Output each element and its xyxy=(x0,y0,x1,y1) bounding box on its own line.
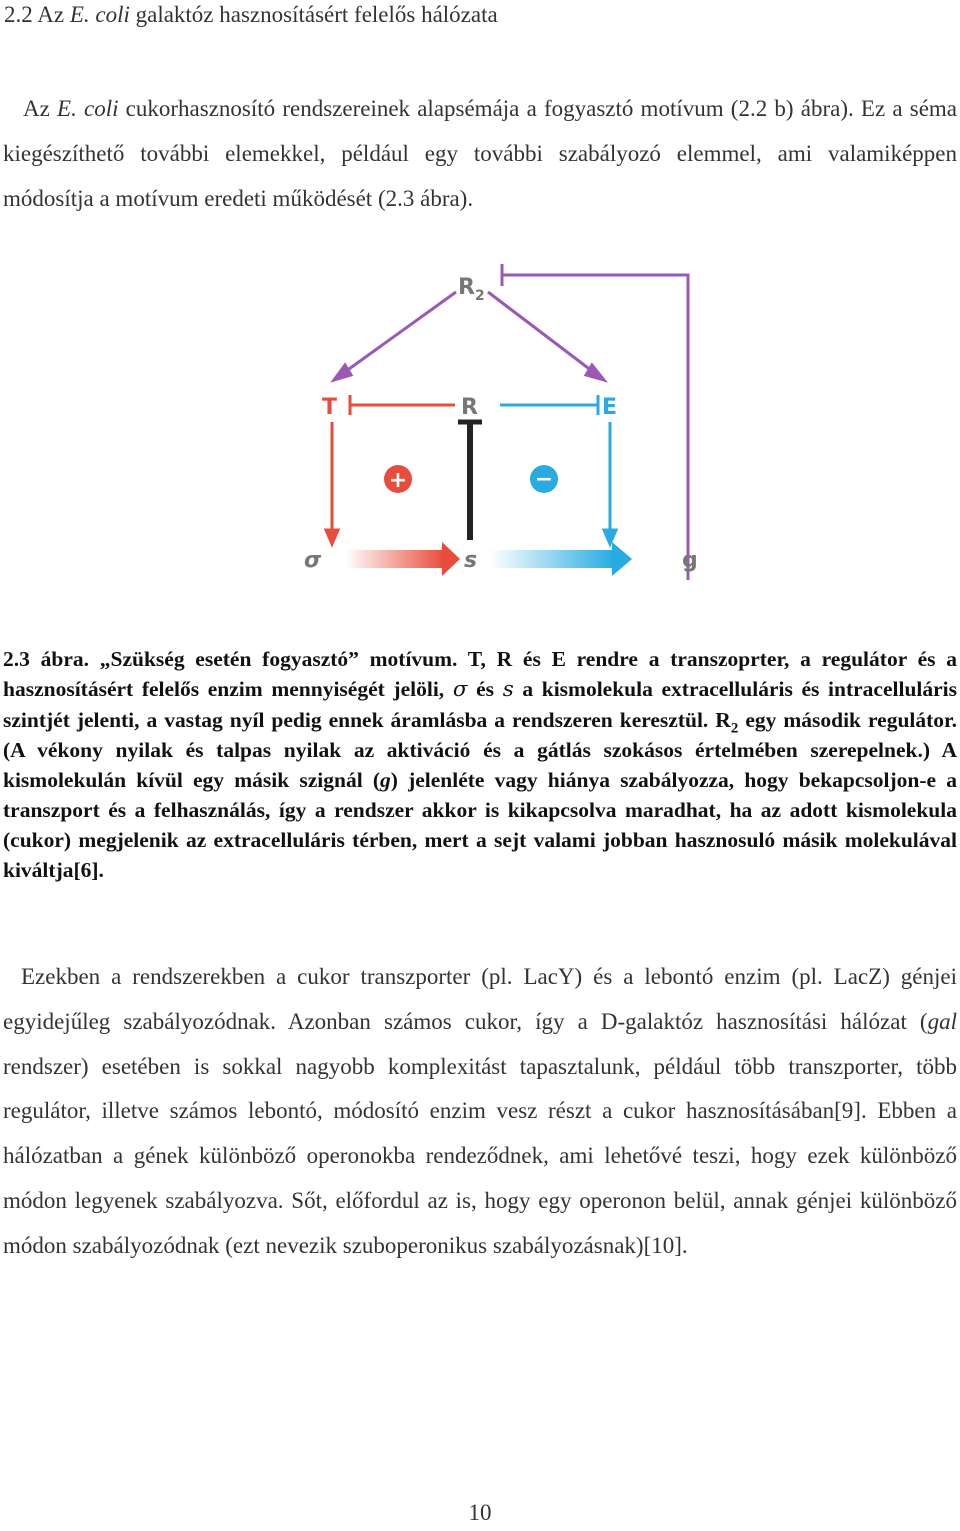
svg-text:−: − xyxy=(534,467,554,492)
inhibit-r2-loop xyxy=(502,264,688,580)
arrow-t-to-sigma xyxy=(326,422,338,544)
label-sigma: σ xyxy=(304,548,322,573)
motif-diagram xyxy=(290,262,710,582)
caption-title: 2.3 ábra. „Szükség esetén fogyasztó” motívum. xyxy=(3,647,458,671)
svg-text:+: + xyxy=(388,468,408,493)
label-s: s xyxy=(464,548,478,573)
s-symbol: s xyxy=(502,677,514,702)
inhibit-r-to-t xyxy=(350,395,455,415)
sigma-symbol: σ xyxy=(452,677,468,702)
flow-arrow-s-to-g xyxy=(490,542,632,576)
page-number: 10 xyxy=(468,1500,492,1525)
arrow-r2-to-t xyxy=(334,292,456,380)
label-r: R xyxy=(461,395,478,420)
body-paragraph: Ezekben a rendszerekben a cukor transzporter (pl. LacY) és a lebontó enzim (pl. LacZ) génjei egyidejűleg szabályozódnak. Azonban számos cukor, így a D-galaktóz hasznosítási hálózat (gal rendszer) esetében is sokkal nagyobb komplexitást tapasztalunk, például több transzporter, több regulátor, illetve számos lebontó, módosító enzim vesz részt a cukor hasznosításában[9]. Ebben a hálózatban a gének különböző operonokba rendeződnek, ami lehetővé teszi, hogy ezek különböző módon legyenek szabályozva. Sőt, előfordul az is, hogy egy operonon belül, annak génjei különböző módon szabályozódnak (ezt nevezik szuboperonikus szabályozásnak)[10]. xyxy=(3,964,957,1258)
activation-plus-icon xyxy=(384,465,412,493)
label-e: E xyxy=(602,395,618,420)
intro-paragraph: Az E. coli cukorhasznosító rendszereinek alapsémája a fogyasztó motívum (2.2 b) ábra). Ez a séma kiegészíthető további elemekkel, például egy további szabályozó elemmel, ami valamiképpen módosítja a motívum eredeti működését (2.3 ábra). xyxy=(3,96,958,211)
gal-system: gal xyxy=(927,1008,957,1034)
figure-caption: 2.3 ábra. „Szükség esetén fogyasztó” motívum. T, R és E rendre a transzoprter, a regulátor és a hasznosításért felelős enzim mennyiségét jelöli, σ és s a kismolekula extracelluláris és intracelluláris szintjét jelenti, a vastag nyíl pedig ennek áramlásba a rendszeren keresztül. $R_2$ egy második regulátor. (A vékony nyilak és talpas nyilak az aktiváció és a gátlás szokásos értelmében szerepelnek.) A kismolekulán kívül egy másik szignál (g) jelenléte vagy hiánya szabályozza, hogy bekapcsoljon-e a transzport és a felhasználás, így a rendszer akkor is kikapcsolva maradhat, ha az adott kismolekula (cukor) megjelenik az extracelluláris térben, mert a sejt valami jobban hasznosuló másik molekulával kiváltja[6]. xyxy=(3,647,958,882)
arrow-e-to-g xyxy=(604,422,616,544)
heading-species: E. coli xyxy=(69,2,130,27)
g-symbol: g xyxy=(380,768,391,792)
species-name: E. coli xyxy=(57,96,119,121)
flow-arrow-sigma-to-s xyxy=(345,542,460,576)
section-heading: 2.2 Az E. coli galaktóz hasznosításért felelős hálózata xyxy=(4,2,498,27)
inhibit-r-to-e xyxy=(500,395,598,415)
inhibition-minus-icon xyxy=(530,465,558,493)
r-bar xyxy=(458,422,482,540)
label-r2: $R_2$ xyxy=(458,275,485,304)
label-g: g xyxy=(682,548,698,573)
arrow-r2-to-e xyxy=(488,292,604,380)
label-t: T xyxy=(322,395,338,420)
